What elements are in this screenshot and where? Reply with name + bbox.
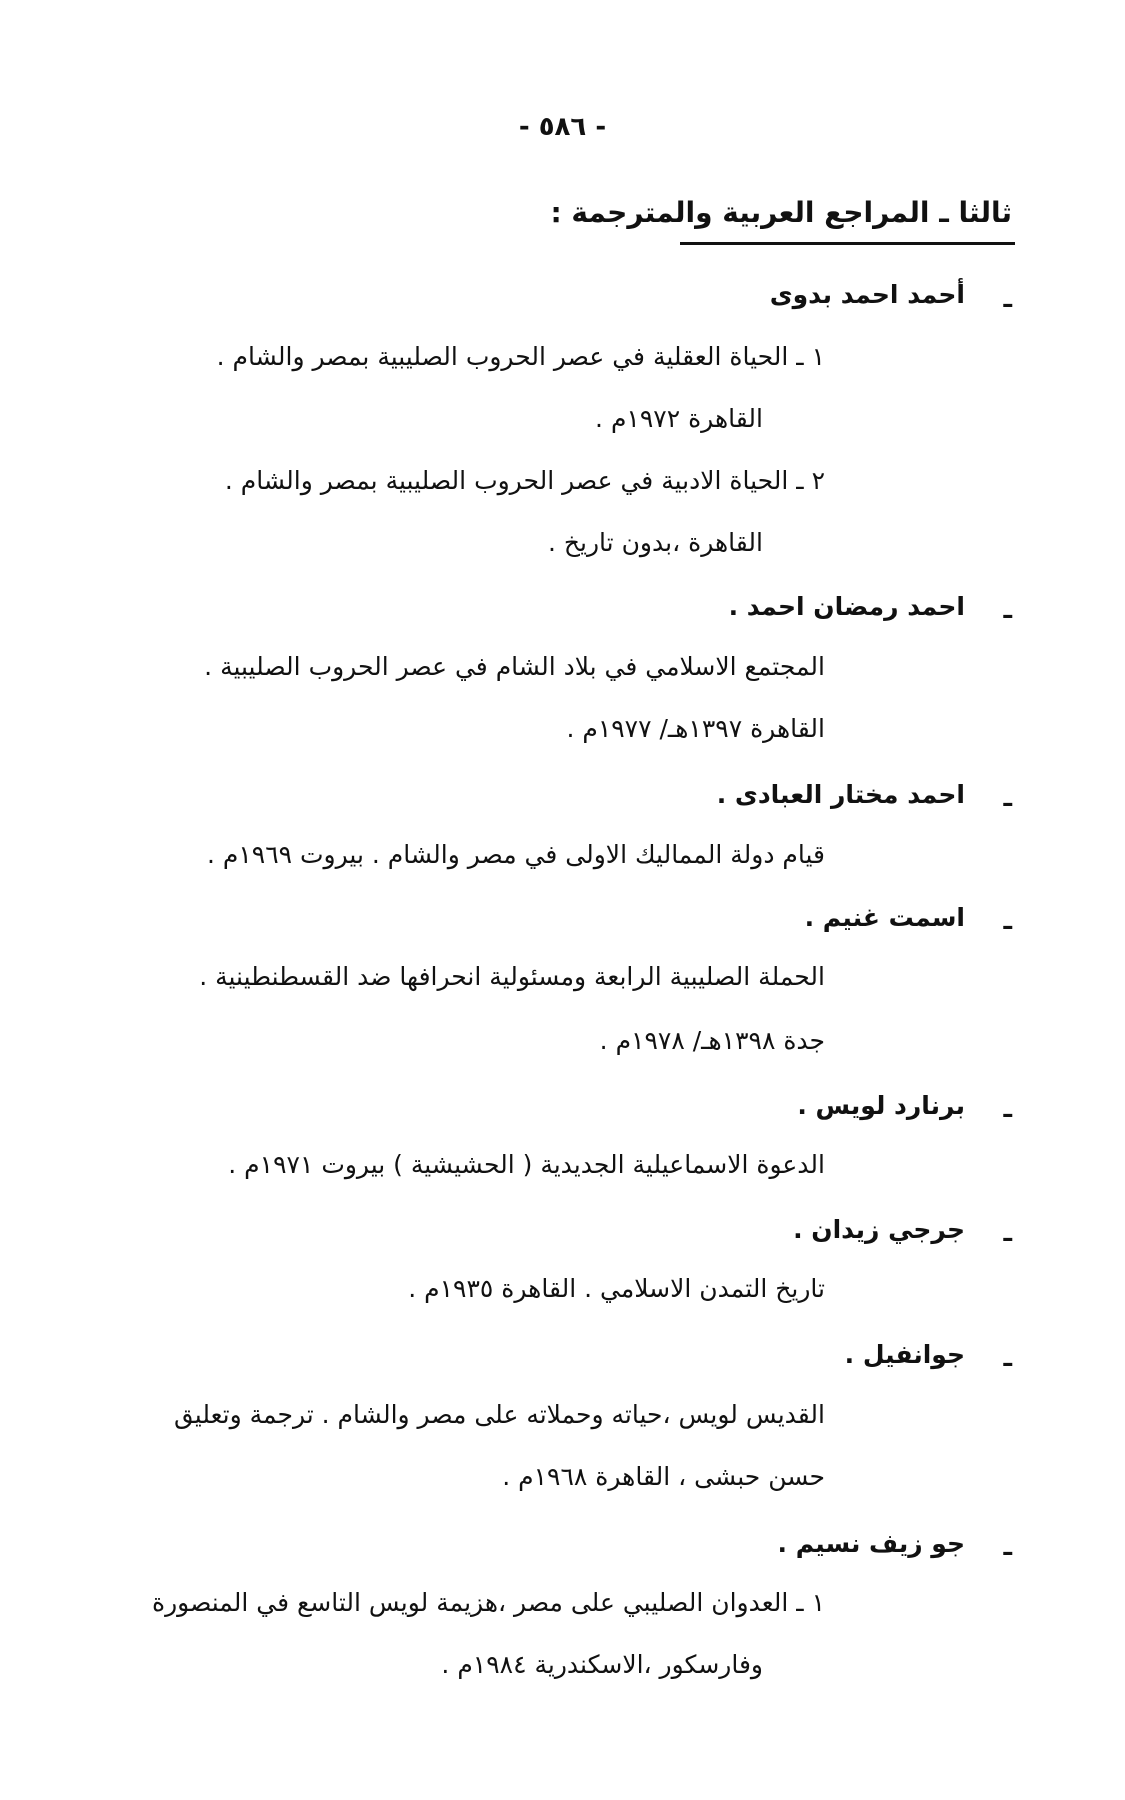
work-publication: جدة ١٣٩٨هـ/ ١٩٧٨م . [599,1026,825,1055]
work-title: ٢ ـ الحياة الادبية في عصر الحروب الصليبية بمصر والشام . [224,466,825,495]
work-publication: وفارسكور ،الاسكندرية ١٩٨٤م . [441,1650,763,1679]
work-publication: حسن حبشى ، القاهرة ١٩٦٨م . [502,1462,825,1491]
entry-bullet: ـ [1003,906,1012,935]
work-title: المجتمع الاسلامي في بلاد الشام في عصر الحروب الصليبية . [204,652,825,681]
author-name: برنارد لويس . [797,1091,965,1120]
entry-bullet: ـ [1003,1532,1012,1561]
author-name: جرجي زيدان . [793,1215,965,1244]
work-title: تاريخ التمدن الاسلامي . القاهرة ١٩٣٥م . [408,1274,825,1303]
entry-bullet: ـ [1003,1343,1012,1372]
work-title: الحملة الصليبية الرابعة ومسئولية انحرافها ضد القسطنطينية . [199,962,825,991]
work-title: القديس لويس ،حياته وحملاته على مصر والشام . ترجمة وتعليق [173,1400,825,1429]
author-name: اسمت غنيم . [804,903,965,932]
author-name: احمد رمضان احمد . [728,592,965,621]
entry-bullet: ـ [1003,1094,1012,1123]
author-name: جوانفيل . [844,1340,965,1369]
entry-bullet: ـ [1003,284,1012,313]
author-name: جو زيف نسيم . [777,1529,965,1558]
section-title: ثالثا ـ المراجع العربية والمترجمة : [550,196,1012,229]
work-publication: القاهرة ١٩٧٢م . [595,404,763,433]
page-number: - ٥٨٦ - [518,112,607,142]
entry-bullet: ـ [1003,1218,1012,1247]
work-title: الدعوة الاسماعيلية الجديدية ( الحشيشية ) بيروت ١٩٧١م . [228,1150,825,1179]
title-underline [680,242,1015,245]
author-name: احمد مختار العبادى . [716,780,965,809]
entry-bullet: ـ [1003,595,1012,624]
work-title: قيام دولة المماليك الاولى في مصر والشام . بيروت ١٩٦٩م . [206,840,825,869]
work-publication: القاهرة ،بدون تاريخ . [547,528,763,557]
work-title: ١ ـ الحياة العقلية في عصر الحروب الصليبية بمصر والشام . [216,342,825,371]
work-publication: القاهرة ١٣٩٧هـ/ ١٩٧٧م . [566,714,825,743]
entry-bullet: ـ [1003,783,1012,812]
author-name: أحمد احمد بدوى [769,280,965,309]
work-title: ١ ـ العدوان الصليبي على مصر ،هزيمة لويس التاسع في المنصورة [151,1588,825,1617]
